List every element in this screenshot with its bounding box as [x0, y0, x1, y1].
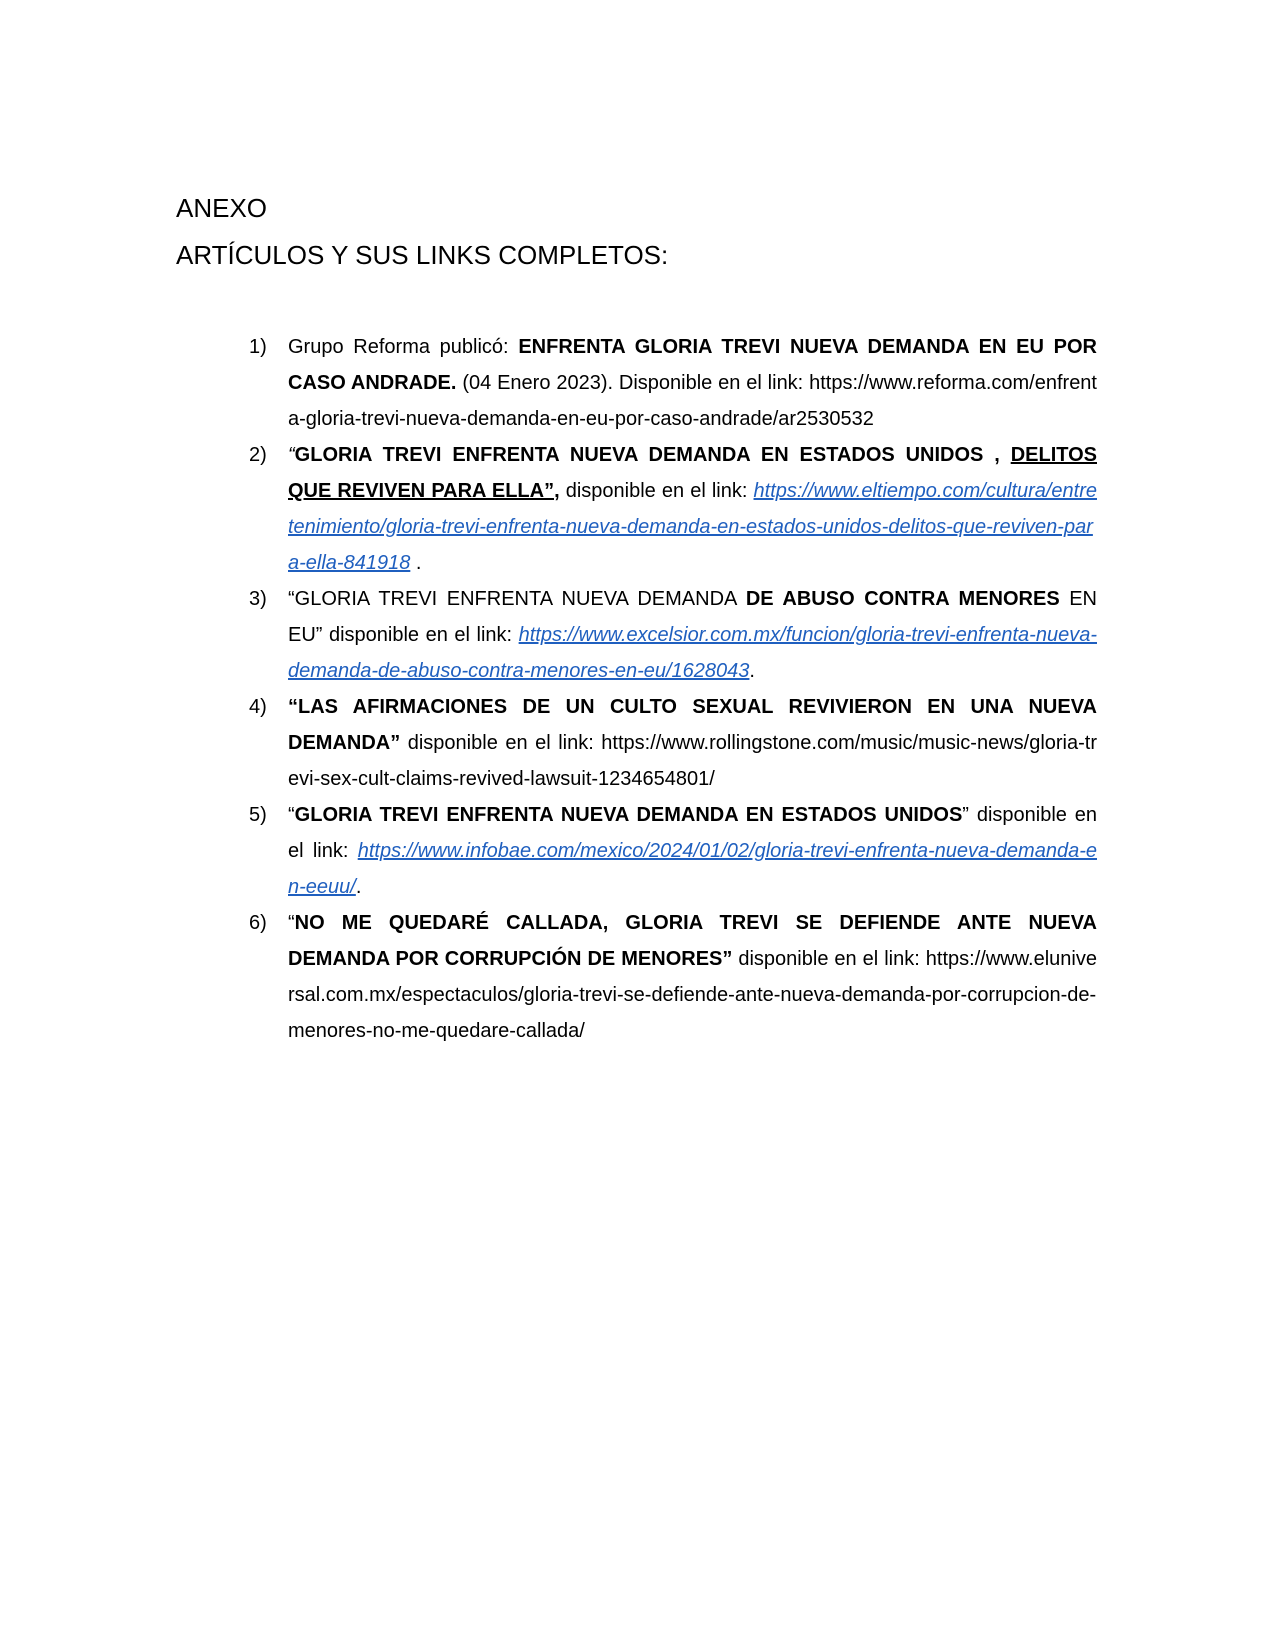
item-body: [288, 905, 1097, 1049]
item-text: (04 Enero 2023). Disponible en el link:: [456, 372, 810, 394]
item-number: 5): [249, 804, 267, 826]
article-title: “LAS AFIRMACIONES DE UN CULTO SEXUAL REVIVIERON EN UNA NUEVA DEMANDA”: [288, 696, 1097, 754]
article-url: https://www.eluniversal.com.mx/espectaculos/gloria-trevi-se-defiende-ante-nueva-demanda-por-corrupcion-de-menores-no-me-quedare-callada/: [288, 948, 1097, 1042]
annex-heading: ANEXO: [176, 193, 268, 223]
article-title: GLORIA TREVI ENFRENTA NUEVA DEMANDA EN ESTADOS UNIDOS: [294, 804, 963, 826]
item-body: [288, 437, 1097, 581]
item-text: disponible en el link:: [400, 732, 602, 754]
article-link[interactable]: https://www.eltiempo.com/cultura/entretenimiento/gloria-trevi-enfrenta-nueva-demanda-en-estados-unidos-delitos-que-reviven-para-ella-841918: [288, 480, 1097, 574]
item-text: ” disponible en el link:: [288, 804, 1097, 862]
item-body: [288, 329, 1097, 437]
open-quote: “: [288, 912, 295, 934]
article-url: https://www.rollingstone.com/music/music-news/gloria-trevi-sex-cult-claims-revived-lawsuit-1234654801/: [288, 732, 1097, 790]
item-text: “GLORIA TREVI ENFRENTA NUEVA DEMANDA: [288, 588, 746, 610]
item-body: [288, 797, 1097, 905]
article-url: https://www.reforma.com/enfrenta-gloria-trevi-nueva-demanda-en-eu-por-caso-andrade/ar2530532: [288, 372, 1097, 430]
list-item-3: [249, 581, 1097, 689]
item-body: [288, 689, 1097, 797]
item-text: disponible en el link:: [559, 480, 754, 502]
article-title: ENFRENTA GLORIA TREVI NUEVA DEMANDA EN EU POR CASO ANDRADE.: [288, 336, 1097, 394]
article-link[interactable]: https://www.excelsior.com.mx/funcion/gloria-trevi-enfrenta-nueva-demanda-de-abuso-contra-menores-en-eu/1628043: [288, 624, 1097, 682]
item-tail: .: [410, 552, 422, 574]
item-text: EN EU” disponible en el link:: [288, 588, 1098, 646]
list-item-5: [249, 797, 1097, 905]
article-title-underlined: DELITOS QUE REVIVEN PARA ELLA”,: [288, 444, 1097, 502]
article-title: DE ABUSO CONTRA MENORES: [745, 588, 1060, 610]
articles-heading: ARTÍCULOS Y SUS LINKS COMPLETOS:: [176, 240, 669, 270]
item-text: disponible en el link:: [732, 948, 926, 970]
list-item-2: [249, 437, 1097, 581]
article-title: NO ME QUEDARÉ CALLADA, GLORIA TREVI SE DEFIENDE ANTE NUEVA DEMANDA POR CORRUPCIÓN DE MENORES”: [288, 912, 1097, 970]
list-item-1: [249, 329, 1097, 437]
open-quote: “: [288, 444, 295, 466]
article-link[interactable]: https://www.infobae.com/mexico/2024/01/02/gloria-trevi-enfrenta-nueva-demanda-en-eeuu/: [288, 840, 1097, 898]
article-title: GLORIA TREVI ENFRENTA NUEVA DEMANDA EN ESTADOS UNIDOS ,: [294, 444, 1000, 466]
item-lead: Grupo Reforma publicó:: [288, 336, 519, 358]
item-number: 1): [249, 336, 267, 358]
open-quote: “: [288, 804, 295, 826]
article-list: [249, 329, 1097, 1049]
item-tail: .: [749, 660, 755, 682]
list-item-4: [249, 689, 1097, 797]
item-tail: .: [355, 876, 362, 898]
item-number: 6): [249, 912, 267, 934]
list-item-6: [249, 905, 1097, 1049]
item-number: 4): [249, 696, 267, 718]
item-number: 2): [249, 444, 267, 466]
item-number: 3): [249, 588, 267, 610]
item-body: [288, 581, 1097, 689]
